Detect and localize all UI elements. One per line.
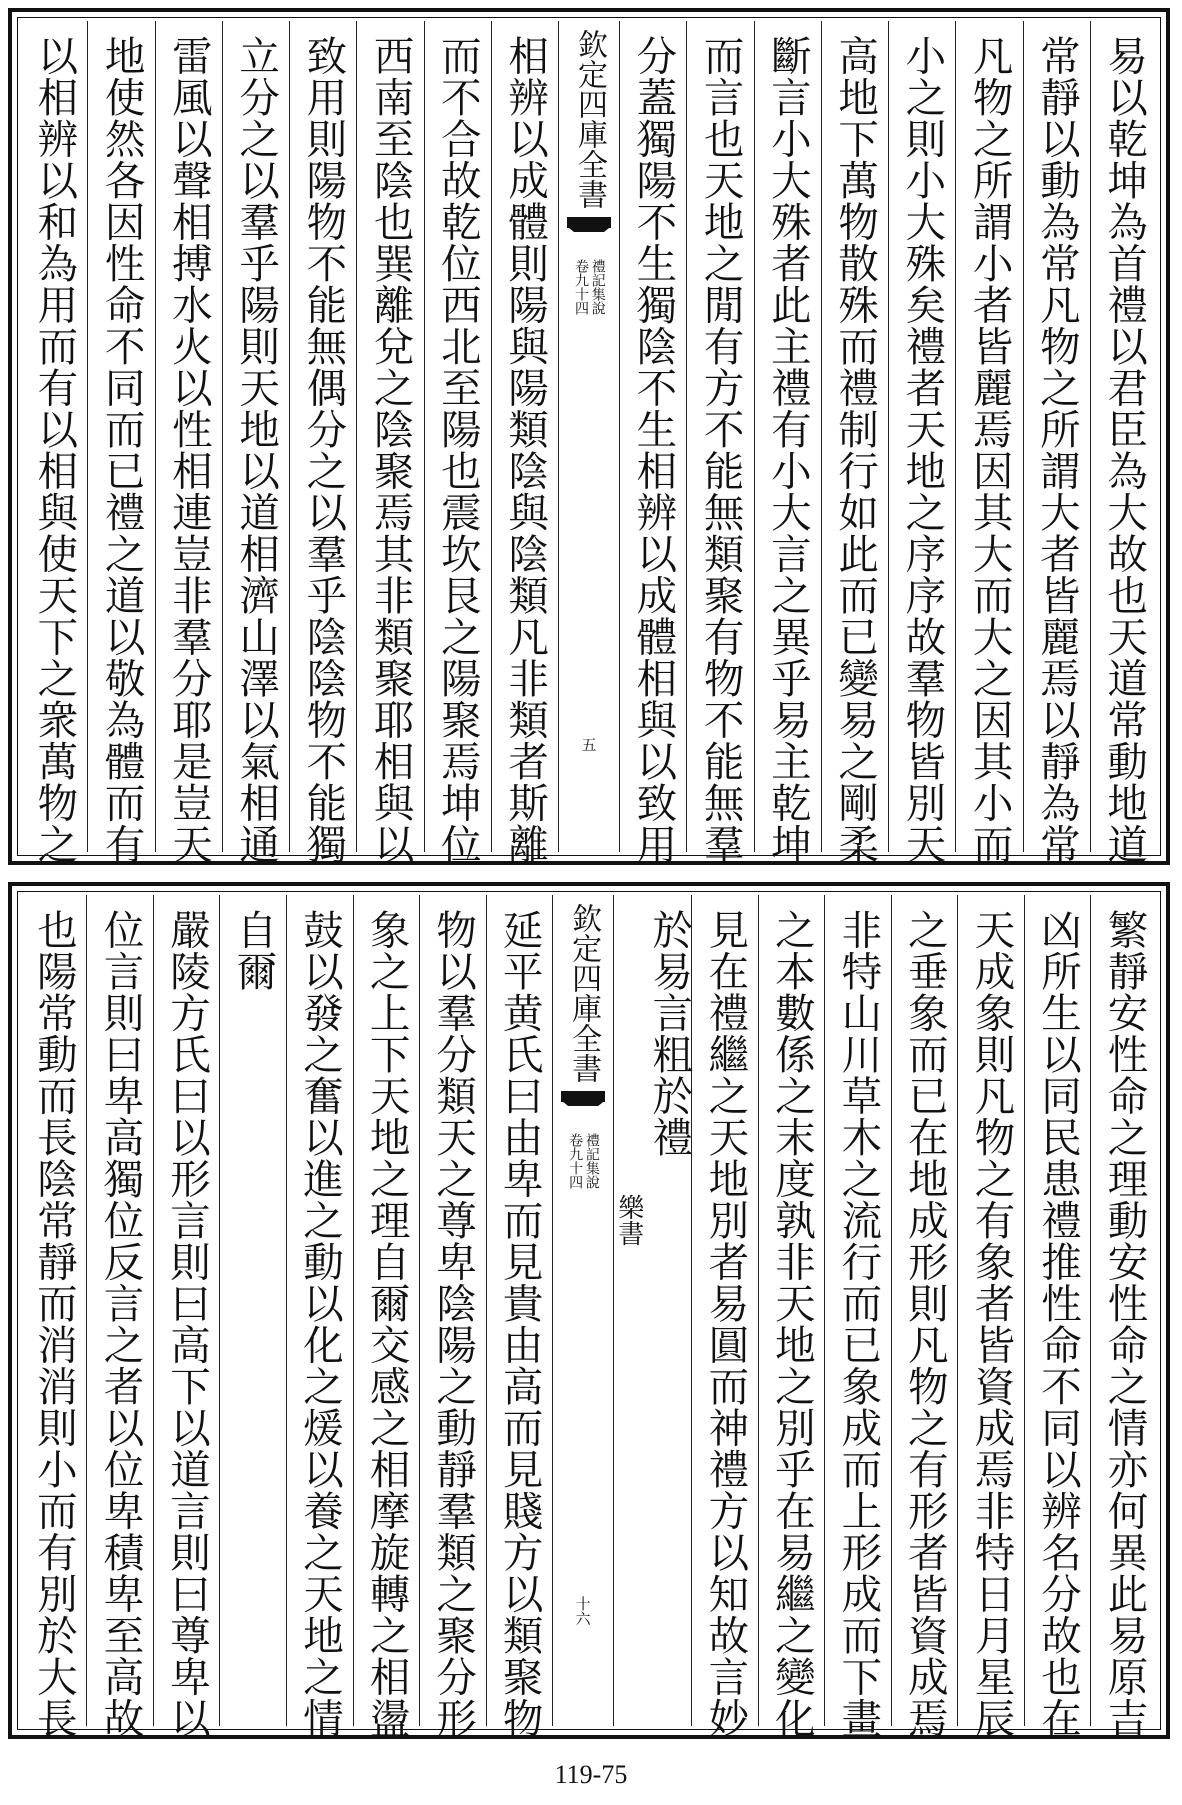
top-page xyxy=(8,8,1170,865)
column-text: 也陽常動而長陰常靜而消消則小而有別於大長 xyxy=(29,909,78,1739)
column-text: 嚴陵方氏曰以形言則曰高下以道言則曰尊卑以 xyxy=(162,909,211,1739)
fish-tail-mark-icon xyxy=(567,217,611,243)
text-column xyxy=(21,21,87,865)
column-text: 見在禮繼之天地別者易圓而神禮方以知故言妙 xyxy=(701,909,750,1739)
column-text: 分蓋獨陽不生獨陰不生相辨以成體相與以致用 xyxy=(629,35,678,865)
text-column xyxy=(155,21,222,865)
spine-column xyxy=(558,21,619,852)
spine-volume: 卷九十四 xyxy=(573,259,589,315)
text-column xyxy=(222,21,289,865)
source-note: 樂書 xyxy=(613,1194,644,1246)
spine-title: 欽定四庫全書 xyxy=(566,903,602,1083)
column-text: 高地下萬物散殊而禮制行如此而已變易之剛柔 xyxy=(831,35,880,865)
column-text: 於易言粗於禮 xyxy=(645,909,694,1158)
column-text: 常靜以動為常凡物之所謂大者皆麗焉以靜為常 xyxy=(1032,35,1081,865)
text-column xyxy=(289,21,356,865)
column-text: 延平黄氏曰由卑而見貴由高而見賤方以類聚物 xyxy=(495,909,544,1739)
column-text: 非特山川草木之流行而已象成而上形成而下畫 xyxy=(834,909,883,1739)
text-column xyxy=(491,21,558,865)
text-column xyxy=(1090,21,1157,865)
column-text: 凶所生以同民患禮推性命不同以辨名分故也在 xyxy=(1033,909,1082,1739)
text-column xyxy=(691,895,758,1739)
column-text: 以相辨以和為用而有以相與使天下之衆萬物之 xyxy=(30,35,79,865)
column-text: 物以羣分類天之尊卑陰陽之動靜羣類之聚分形 xyxy=(429,909,478,1739)
spine-volume: 卷九十四 xyxy=(567,1133,584,1189)
column-text: 而言也天地之閒有方不能無類聚有物不能無羣 xyxy=(696,35,745,865)
column-text: 西南至陰也巽離兌之陰聚焉其非類聚耶相與以 xyxy=(366,35,415,865)
text-column xyxy=(957,895,1024,1739)
text-column xyxy=(219,895,286,1726)
fish-tail-mark-icon xyxy=(561,1091,605,1117)
text-column xyxy=(821,21,888,865)
spine-book-title: 禮記集說 xyxy=(583,1133,600,1189)
text-column xyxy=(419,895,486,1739)
column-text: 鼓以發之奮以進之動以化之煖以養之天地之情 xyxy=(296,909,345,1739)
text-column xyxy=(424,21,491,865)
text-column xyxy=(86,895,153,1739)
column-text: 位言則曰卑高獨位反言之者以位卑積卑至高故 xyxy=(96,909,145,1739)
text-column xyxy=(824,895,891,1739)
spine-title: 欽定四庫全書 xyxy=(572,29,607,209)
text-column xyxy=(619,21,686,865)
text-column xyxy=(353,895,420,1739)
column-text: 相辨以成體則陽與陽類陰與陰類凡非類者斯離 xyxy=(501,35,550,865)
text-column xyxy=(1023,21,1090,865)
column-text: 而不合故乾位西北至陽也震坎艮之陽聚焉坤位 xyxy=(433,35,482,865)
spine-folio: 五 xyxy=(579,737,598,752)
text-column xyxy=(356,21,423,865)
column-text: 象之上下天地之理自爾交感之相摩旋轉之相盪 xyxy=(362,909,411,1739)
column-text: 凡物之所謂小者皆麗焉因其大而大之因其小而 xyxy=(965,35,1014,865)
bottom-page xyxy=(8,882,1170,1739)
column-text: 斷言小大殊者此主禮有小大言之異乎易主乾坤 xyxy=(763,35,812,865)
spine-labels xyxy=(567,1133,598,1189)
text-column xyxy=(686,21,753,865)
column-text: 致用則陽物不能無偶分之以羣乎陰陰物不能獨 xyxy=(299,35,348,865)
text-column xyxy=(1024,895,1091,1739)
spine-labels xyxy=(573,259,604,315)
column-text: 易以乾坤為首禮以君臣為大故也天道常動地道 xyxy=(1100,35,1149,865)
column-text: 小之則小大殊矣禮者天地之序序故羣物皆別天 xyxy=(898,35,947,865)
column-text: 繁靜安性命之理動安性命之情亦何異此易原吉 xyxy=(1100,909,1149,1739)
spine-folio: 十六 xyxy=(573,1596,592,1626)
column-text: 自爾 xyxy=(229,909,278,992)
text-column xyxy=(153,895,220,1739)
top-columns xyxy=(21,21,1157,865)
column-text: 地使然各因性命不同而已禮之道以敬為體而有 xyxy=(97,35,146,865)
column-text: 之本數係之末度孰非天地之別乎在易繼之變化 xyxy=(767,909,816,1739)
text-column xyxy=(486,895,553,1739)
column-text: 立分之以羣乎陽則天地以道相濟山澤以氣相通 xyxy=(232,35,281,865)
text-column xyxy=(1090,895,1157,1739)
text-column xyxy=(758,895,825,1739)
text-column xyxy=(613,895,694,1726)
text-column xyxy=(286,895,353,1739)
column-text: 雷風以聲相搏水火以性相連豈非羣分耶是豈天 xyxy=(164,35,213,865)
spine-column xyxy=(552,895,613,1726)
column-text: 之垂象而已在地成形則凡物之有形者皆資成焉 xyxy=(900,909,949,1739)
bottom-columns xyxy=(21,895,1157,1739)
column-text: 天成象則凡物之有象者皆資成焉非特日月星辰 xyxy=(967,909,1016,1739)
text-column xyxy=(754,21,821,865)
text-column xyxy=(891,895,958,1739)
text-column xyxy=(21,895,87,1739)
text-column xyxy=(87,21,154,865)
text-column xyxy=(888,21,955,865)
page-number: 119-75 xyxy=(554,1760,628,1789)
text-column xyxy=(955,21,1022,865)
spine-book-title: 禮記集說 xyxy=(589,259,606,315)
